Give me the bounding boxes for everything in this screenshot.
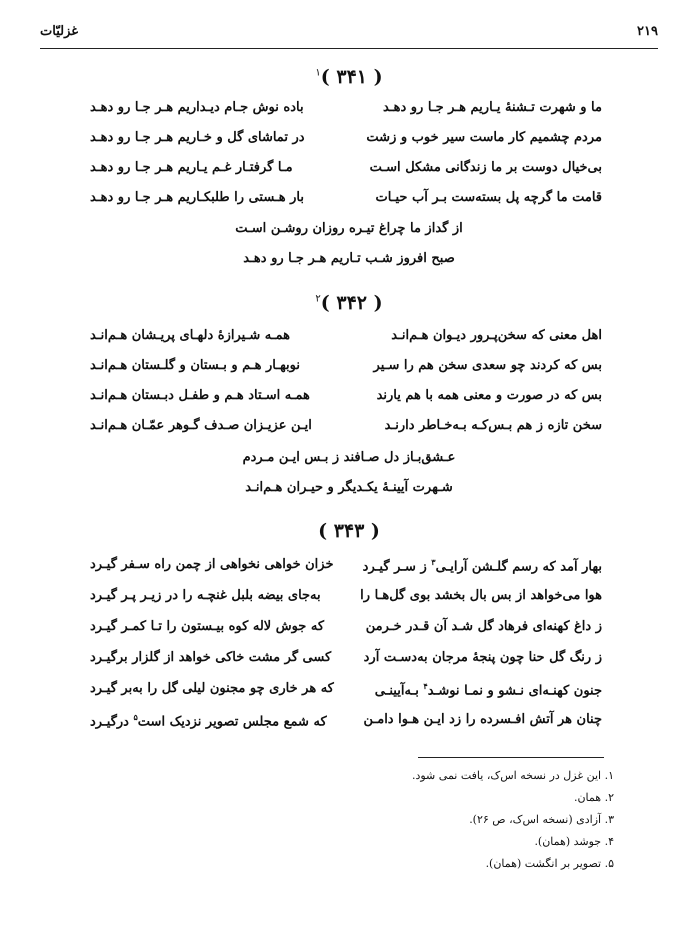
closing-hemistich: شـهرت آیینـهٔ یکـدیگر و حیـران هـم‌انـد xyxy=(245,480,453,495)
hemistich-second: همـه شـیرازهٔ دلهـای پریـشان هـم‌انـد xyxy=(90,328,290,343)
footnote-ref: ۵ xyxy=(133,712,138,722)
hemistich-first: بس که در صورت و معنی همه با هم یارند xyxy=(376,388,602,403)
couplet xyxy=(90,619,602,639)
hemistich-second: نوبهـار هـم و بـستان و گلـستان هـم‌انـد xyxy=(90,358,300,373)
hemistich-second: همـه اسـتاد هـم و طفـل دبـستان هـم‌انـد xyxy=(90,388,310,403)
hemistich-second: باده نوش جـام دیـداریم هـر جـا رو دهـد xyxy=(90,100,304,115)
closing-hemistich: از گداز ما چراغ تیـره روزان روشـن اسـت xyxy=(235,221,463,236)
hemistich-second: بار هـستی را طلبکـاریم هـر جـا رو دهـد xyxy=(90,190,304,205)
closing-hemistich: صبح افروز شـب تـاریم هـر جـا رو دهـد xyxy=(243,251,455,266)
hemistich-first: جنون کهنـه‌ای نـشو و نمـا نوشـد$^۴$ بـه‌آیینـی xyxy=(374,681,602,699)
hemistich-first: چنان هر آتش افـسرده را زد ایـن هـوا دامـن xyxy=(363,712,602,727)
footnote: ۲. همان. xyxy=(573,791,614,804)
hemistich-second: که هر خاری چو مجنون لیلی گل را به‌بر گیـرد xyxy=(90,681,334,696)
hemistich-second: خزان خواهی نخواهی از چمن راه سـفر گیـرد xyxy=(90,557,334,572)
couplet xyxy=(90,388,602,408)
hemistich-first: قامت ما گرچه پل بسته‌ست بـر آب حیـات xyxy=(375,190,602,205)
hemistich-first: سخن تازه ز هم بـس‌کـه بـه‌خـاطر دارنـد xyxy=(384,418,602,433)
couplet xyxy=(90,588,602,608)
hemistich-first: ز داغ کهنه‌ای فرهاد گل شـد آن قـدر خـرمن xyxy=(365,619,602,634)
footnote: ۱. این غزل در نسخه اس‌ک، یافت نمی شود. xyxy=(411,769,614,782)
section-title: غزلیّات xyxy=(40,24,79,39)
page-number: ۲۱۹ xyxy=(637,24,658,39)
hemistich-second: که شمع مجلس تصویر نزدیک است$^۵$ درگیـرد xyxy=(90,712,327,730)
hemistich-first: هوا می‌خواهد از بس بال بخشد بوی گل‌هـا را xyxy=(360,588,602,603)
couplet xyxy=(90,100,602,120)
hemistich-second: در تماشای گل و خـاریم هـر جـا رو دهـد xyxy=(90,130,305,145)
couplet xyxy=(90,328,602,348)
footnote: ۴. جوشد (همان). xyxy=(534,835,614,848)
closing-hemistich: عـشق‌بـاز دل صـافند ز بـس ایـن مـردم xyxy=(242,450,456,465)
couplet xyxy=(90,130,602,150)
hemistich-first: ز رنگ گل حنا چون پنجهٔ مرجان به‌دسـت آرد xyxy=(363,650,602,665)
footnote-ref: ۳ xyxy=(431,557,436,567)
couplet xyxy=(90,681,602,701)
running-header xyxy=(40,24,658,46)
ghazal-title: ( ۳۴۳ ) xyxy=(318,520,380,542)
ghazal-title: ( ۳۴۲ )$^۲$ xyxy=(315,292,383,314)
footnote-ref: ۴ xyxy=(423,681,428,691)
footnote: ۵. تصویر بر انگشت (همان). xyxy=(485,857,614,870)
hemistich-second: مـا گرفتـار غـم یـاریم هـر جـا رو دهـد xyxy=(90,160,293,175)
footnote-ref: ۲ xyxy=(315,293,321,305)
couplet xyxy=(90,190,602,210)
hemistich-first: بهار آمد که رسم گلـشن آرایـی$^۳$ ز سـر گیـرد xyxy=(362,557,602,575)
header-rule xyxy=(40,48,658,49)
hemistich-first: مردم چشمیم کار ماست سیر خوب و زشت xyxy=(366,130,602,145)
couplet xyxy=(90,358,602,378)
footnote-rule xyxy=(418,757,604,758)
hemistich-second: به‌جای بیضه بلبل غنچـه را در زیـر پـر گیـرد xyxy=(90,588,321,603)
couplet xyxy=(90,418,602,438)
hemistich-second: که جوش لاله کوه بیـستون را تـا کمـر گیـرد xyxy=(90,619,325,634)
couplet xyxy=(90,160,602,180)
footnote: ۳. آزادی (نسخه اس‌ک، ص ۲۶). xyxy=(469,813,614,826)
couplet xyxy=(90,712,602,732)
hemistich-first: بس که کردند چو سعدی سخن هم را سـیر xyxy=(373,358,602,373)
hemistich-second: کسی گر مشت خاکی خواهد از گلزار برگیـرد xyxy=(90,650,332,665)
hemistich-second: ایـن عزیـزان صـدف گـوهر عمّـان هـم‌انـد xyxy=(90,418,312,433)
hemistich-first: بی‌خیال دوست بر ما زندگانی مشکل اسـت xyxy=(369,160,602,175)
hemistich-first: ما و شهرت تـشنهٔ یـاریم هـر جـا رو دهـد xyxy=(382,100,602,115)
couplet xyxy=(90,650,602,670)
hemistich-first: اهل معنی که سخن‌پـرور دیـوان هـم‌انـد xyxy=(391,328,602,343)
footnote-ref: ۱ xyxy=(315,67,321,79)
couplet xyxy=(90,557,602,577)
ghazal-title: ( ۳۴۱ )$^۱$ xyxy=(315,66,383,88)
